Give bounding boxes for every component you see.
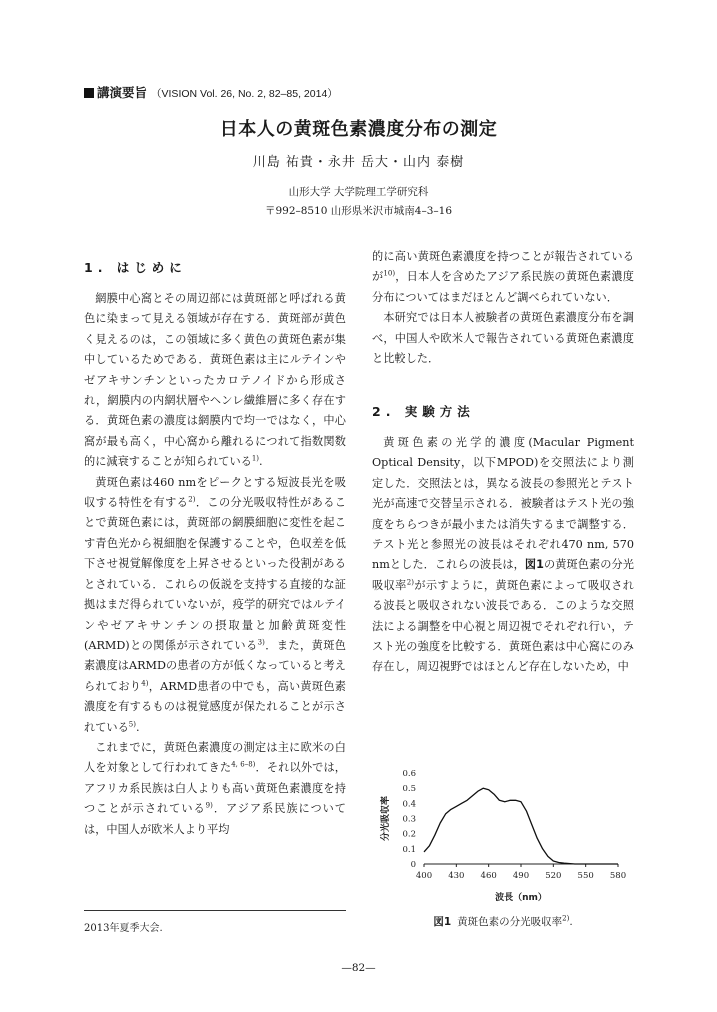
figure-number: 図1	[433, 916, 452, 928]
section-heading-method: 2. 実験方法	[372, 404, 475, 419]
paper-title: 日本人の黄斑色素濃度分布の測定	[219, 119, 498, 140]
section-heading-intro: 1. はじめに	[84, 260, 187, 275]
reference-marker: 2)	[562, 914, 570, 923]
x-tick-label: 490	[512, 871, 530, 881]
right-column	[372, 247, 634, 369]
paragraph: 的に高い黄斑色素濃度を持つことが報告されているが$^{10)}$，日本人を含めたアジア系民族の黄斑色素濃度分布についてはまだほとんど調べられていない．	[372, 250, 634, 304]
paragraph: 網膜中心窩とその周辺部には黄斑部と呼ばれる黄色に染まって見える領域が存在する．黄斑部が黄色く見えるのは，この領域に多く黄色の黄斑色素が集中しているためである．黄斑色素は主にルテインやゼアキサンチンといったカロテノイドから形成され，網膜内の内網状層やヘンレ繊維層に多く存在する．黄斑色素の濃度は網膜内で均一ではなく，中心窩が最も高く，中心窩から離れるにつれて指数関数的に減衰することが知られている$^{1)}$.	[84, 292, 346, 469]
affiliation-line2: 〒992–8510 山形県米沢市城南4–3–16	[264, 205, 453, 217]
y-tick-label: 0.4	[402, 799, 416, 810]
reference-marker: 2)	[188, 495, 196, 504]
left-column	[84, 289, 346, 840]
paragraph: これまでに，黄斑色素濃度の測定は主に欧米の白人を対象として行われてきた$^{4, 6-8)}$．それ以外では，アフリカ系民族は白人よりも高い黄斑色素濃度を持つことが示されている$^{9)}$．アジア系民族については，中国人が欧米人より平均	[84, 740, 346, 836]
y-tick-label: 0.5	[402, 784, 416, 795]
right-column-method	[372, 433, 634, 678]
series-line	[424, 788, 618, 864]
y-tick-label: 0.6	[402, 769, 416, 779]
x-tick-label: 430	[448, 871, 465, 881]
page-number: —82—	[341, 962, 376, 974]
header-label: 講演要旨	[97, 85, 148, 100]
square-bullet-icon	[84, 88, 94, 98]
paragraph: 本研究では日本人被験者の黄斑色素濃度分布を調べ，中国人や欧米人で報告されている黄斑色素濃度と比較した．	[372, 311, 634, 366]
y-tick-label: 0.2	[402, 829, 416, 840]
journal-citation: （VISION Vol. 26, No. 2, 82–85, 2014）	[151, 88, 338, 100]
y-axis-label: 分光吸収率	[381, 795, 391, 842]
x-tick-label: 460	[480, 871, 497, 881]
reference-marker: 4)	[141, 678, 149, 687]
reference-marker: 9)	[205, 801, 213, 810]
reference-marker: 10)	[383, 269, 396, 278]
footnote: 2013年夏季大会.	[84, 923, 163, 934]
header-line	[84, 83, 338, 101]
reference-marker: 3)	[257, 638, 265, 647]
paragraph: 黄斑色素の光学的濃度(Macular Pigment Optical Density，以下MPOD)を交照法により測定した．交照法とは，異なる波長の参照光とテスト光が高速で交替呈示される．被験者はテスト光の強度をちらつきが最小または消失するまで調整する．テスト光と参照光の波長はそれぞれ470 nm, 570 nmとした．これらの波長は，図1の黄斑色素の分光吸収率$^{2)}$が示すように，黄斑色素によって吸収される波長と吸収されない波長である．このような交照法による調整を中心視と周辺視でそれぞれ行い，テスト光の強度を比較する．黄斑色素は中心窩にのみ存在し，周辺視野ではほとんど存在しないため，中	[372, 436, 634, 674]
x-tick-label: 580	[609, 871, 627, 881]
paragraph: 黄斑色素は460 nmをピークとする短波長光を吸収する特性を有する$^{2)}$．この分光吸収特性があることで黄斑色素には，黄斑部の網膜細胞に変性を起こす青色光から視細胞を保護することや，色収差を低下させ視覚解像度を上昇させるといった役割があるとされている．これらの仮説を支持する直接的な証拠はまだ得られていないが，疫学的研究ではルテインやゼアキサンチンの摂取量と加齢黄斑変性(ARMD)との関係が示されている$^{3)}$．また，黄斑色素濃度はARMDの患者の方が低くなっていると考えられており$^{4)}$，ARMD患者の中でも，高い黄斑色素濃度を有するものは視覚感度が保たれることが示されている$^{5)}$.	[84, 475, 346, 734]
figure-reference: 図1	[524, 558, 544, 572]
y-tick-label: 0.1	[402, 844, 416, 855]
figure-caption: 図1 黄斑色素の分光吸収率$^{2)}$.	[433, 914, 573, 928]
affiliation-line1: 山形大学 大学院理工学研究科	[288, 186, 429, 198]
reference-marker: 5)	[128, 719, 136, 728]
x-tick-label: 400	[415, 871, 433, 881]
y-tick-label: 0	[410, 860, 416, 870]
reference-marker: 1)	[251, 454, 260, 463]
y-tick-label: 0.3	[402, 814, 416, 825]
figure-1-chart	[372, 755, 634, 915]
x-axis-label: 波長（nm）	[495, 893, 547, 903]
x-tick-label: 550	[577, 871, 594, 881]
authors: 川島 祐貴・永井 岳大・山内 泰樹	[252, 155, 465, 170]
reference-marker: 4, 6–8)	[231, 760, 256, 769]
footnote-divider	[84, 910, 346, 911]
x-tick-label: 520	[545, 871, 562, 881]
reference-marker: 2)	[406, 578, 414, 587]
chart-svg	[372, 755, 634, 915]
